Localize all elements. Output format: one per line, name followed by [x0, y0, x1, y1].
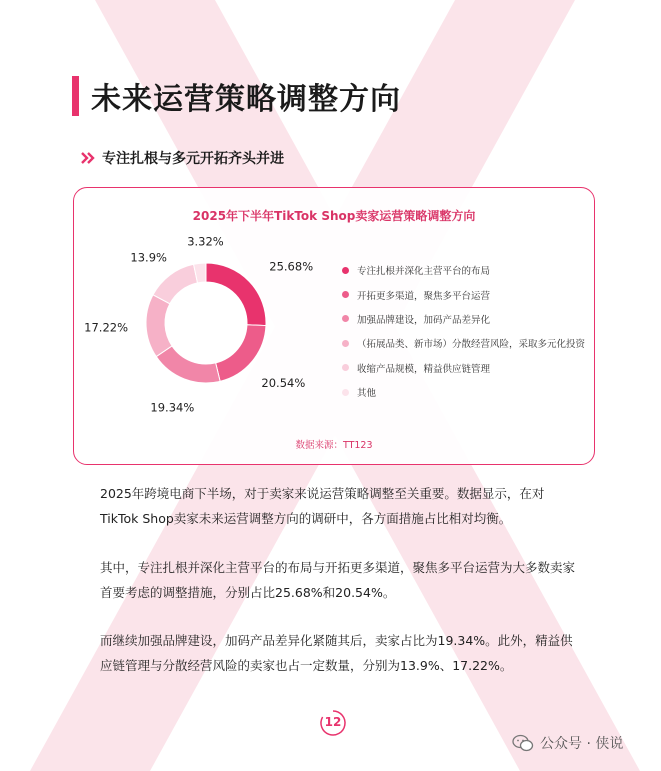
donut-slice-3 [156, 346, 220, 383]
legend-label-5: 收缩产品规模，精益供应链管理 [357, 363, 491, 375]
paragraph-2 [100, 555, 600, 605]
legend-label-3: 加强品牌建设，加码产品差异化 [357, 314, 491, 326]
page-number: 12 [324, 715, 342, 729]
donut-slice-1 [206, 263, 266, 326]
donut-slice-4 [146, 295, 172, 357]
legend-dot-3 [342, 315, 349, 322]
legend-dot-1 [342, 267, 349, 274]
legend-item-3 [342, 307, 585, 331]
legend-dot-2 [342, 291, 349, 298]
donut-slice-5 [153, 264, 197, 303]
paragraph-3-line-2: 应链管理与分散经营风险的卖家也占一定数量，分别为13.9%、17.22%。 [100, 658, 513, 673]
page-title-block [72, 76, 401, 116]
legend-dot-6 [342, 389, 349, 396]
legend-item-5 [342, 356, 585, 380]
section-subtitle-block [80, 148, 284, 168]
page-title: 未来运营策略调整方向 [91, 82, 401, 117]
legend-item-6 [342, 380, 585, 404]
chart-card [73, 187, 595, 465]
wechat-icon [512, 734, 534, 752]
paragraph-2-line-2: 首要考虑的调整措施，分别占比25.68%和20.54%。 [100, 585, 396, 600]
legend-item-2 [342, 282, 585, 306]
legend-label-6: 其他 [357, 388, 377, 400]
title-accent-bar [72, 76, 79, 116]
double-chevron-right-icon [80, 150, 96, 166]
legend-label-1: 专注扎根并深化主营平台的布局 [357, 266, 491, 278]
watermark [512, 733, 623, 753]
paragraph-2-line-1: 其中，专注扎根并深化主营平台的布局与开拓更多渠道，聚焦多平台运营为大多数卖家 [100, 560, 576, 575]
paragraph-3-line-1: 而继续加强品牌建设，加码产品差异化紧随其后，卖家占比为19.34%。此外，精益供 [100, 633, 573, 648]
legend-item-4 [342, 331, 585, 355]
legend-dot-4 [342, 340, 349, 347]
paragraph-1-line-1: 2025年跨境电商下半场，对于卖家来说运营策略调整至关重要。数据显示，在对 [100, 486, 545, 501]
slice-label-4: 17.22% [84, 320, 129, 335]
legend-label-4: （拓展品类、新市场）分散经营风险，采取多元化投资 [357, 339, 586, 351]
chart-legend [342, 258, 585, 404]
watermark-text: 公众号 · 侠说 [540, 736, 624, 752]
slice-label-3: 19.34% [150, 400, 195, 415]
legend-label-2: 开拓更多渠道，聚焦多平台运营 [357, 290, 491, 302]
slice-label-2: 20.54% [261, 376, 306, 391]
chart-source: 数据来源：TT123 [295, 440, 373, 451]
legend-dot-5 [342, 364, 349, 371]
legend-item-1 [342, 258, 585, 282]
slice-label-1: 25.68% [269, 259, 314, 274]
slice-label-6: 3.32% [187, 234, 224, 249]
paragraph-3 [100, 628, 600, 678]
chart-title: 2025年下半年TikTok Shop卖家运营策略调整方向 [192, 209, 476, 223]
paragraph-1-line-2: TikTok Shop卖家未来运营调整方向的调研中，各方面措施占比相对均衡。 [100, 511, 512, 526]
page-number-badge [318, 708, 348, 738]
slice-label-5: 13.9% [130, 250, 167, 265]
paragraph-1 [100, 481, 600, 531]
donut-slice-2 [216, 325, 266, 382]
section-subtitle: 专注扎根与多元开拓齐头并进 [102, 151, 284, 167]
